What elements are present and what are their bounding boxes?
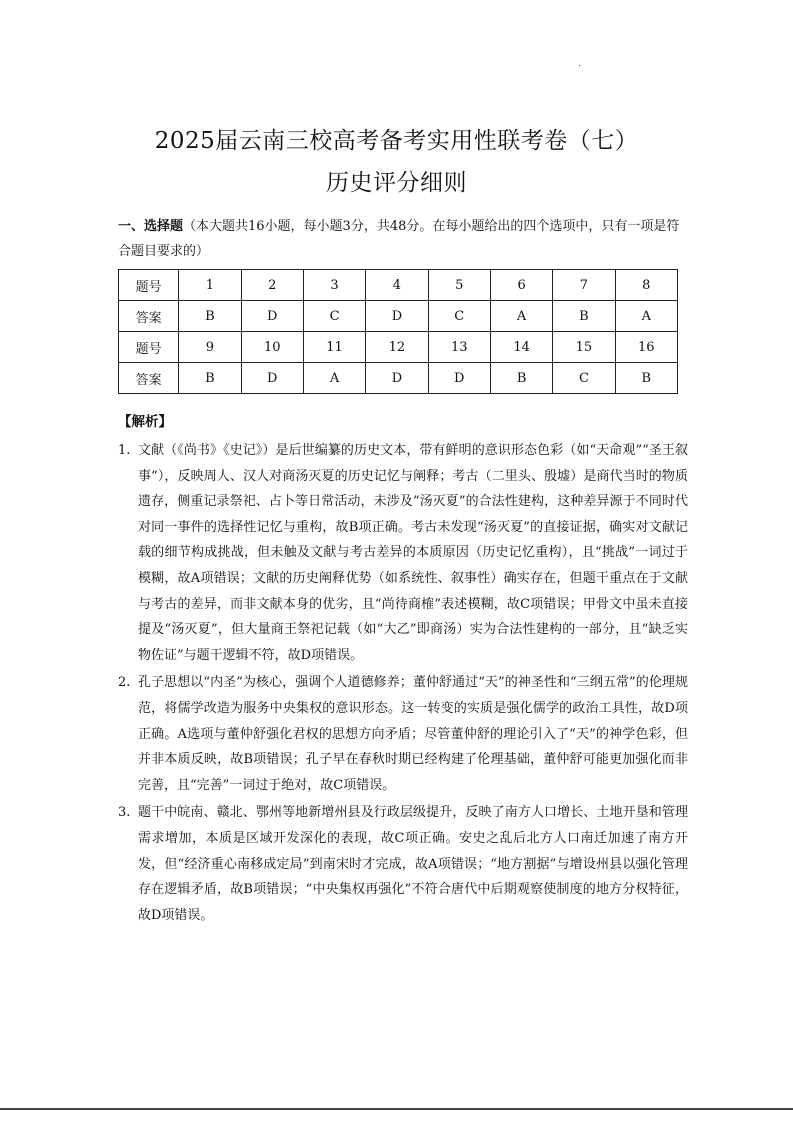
table-row bbox=[119, 332, 678, 363]
table-cell: 16 bbox=[615, 332, 677, 363]
table-row bbox=[119, 270, 678, 301]
table-cell: 11 bbox=[303, 332, 365, 363]
item-number: 1. bbox=[118, 443, 131, 458]
table-cell: 14 bbox=[490, 332, 552, 363]
item-text: 题干中皖南、赣北、鄂州等地新增州县及行政层级提升，反映了南方人口增长、土地开垦和管理需求增加，本质是区域开发深化的表现，故C项正确。安史之乱后北方人口南迁加速了南方开发，但“经济重心南移成定局”到南宋时才完成，故A项错误；“地方割据”与增设州县以强化管理存在逻辑矛盾，故B项错误；“中央集权再强化”不符合唐代中后期观察使制度的地方分权特征，故D项错误。 bbox=[138, 805, 688, 923]
analysis-heading: 【解析】 bbox=[118, 414, 172, 430]
table-cell: A bbox=[303, 363, 365, 394]
item-text: 孔子思想以“内圣”为核心，强调个人道德修养；董仲舒通过“天”的神圣性和“三纲五常”的伦理规范，将儒学改造为服务中央集权的意识形态。这一转变的实质是强化儒学的政治工具性，故D项正确。A选项与董仲舒强化君权的思想方向矛盾；尽管董仲舒的理论引入了“天”的神学色彩，但并非本质反映，故B项错误；孔子早在春秋时期已经构建了伦理基础，董仲舒可能更加强化而非完善，且“完善”一词过于绝对，故C项错误。 bbox=[138, 675, 688, 793]
table-row bbox=[119, 363, 678, 394]
item-number: 2. bbox=[118, 675, 131, 691]
table-cell-head: 题号 bbox=[119, 270, 179, 301]
section-intro bbox=[118, 214, 683, 264]
table-cell: B bbox=[553, 301, 615, 332]
table-cell: C bbox=[303, 301, 365, 332]
answer-table bbox=[118, 269, 678, 394]
table-cell: 12 bbox=[366, 332, 428, 363]
corner-mark: . bbox=[578, 58, 582, 69]
table-cell: 9 bbox=[179, 332, 241, 363]
section-description: （本大题共16小题，每小题3分，共48分。在每小题给出的四个选项中，只有一项是符合题目要求的） bbox=[118, 219, 680, 259]
table-cell: D bbox=[366, 363, 428, 394]
table-cell: B bbox=[490, 363, 552, 394]
page-subtitle: 历史评分细则 bbox=[326, 170, 467, 196]
table-cell: C bbox=[428, 301, 490, 332]
item-number: 3. bbox=[118, 805, 131, 821]
table-cell-head: 题号 bbox=[119, 332, 179, 363]
list-item bbox=[118, 800, 688, 928]
table-cell: D bbox=[366, 301, 428, 332]
table-cell: 4 bbox=[366, 270, 428, 301]
table-cell: B bbox=[615, 363, 677, 394]
table-cell: D bbox=[241, 363, 303, 394]
table-cell: 1 bbox=[179, 270, 241, 301]
table-cell: 2 bbox=[241, 270, 303, 301]
table-cell: 8 bbox=[615, 270, 677, 301]
page-title: 2025届云南三校高考备考实用性联考卷（七） bbox=[154, 128, 639, 154]
table-cell: 13 bbox=[428, 332, 490, 363]
table-cell: D bbox=[241, 301, 303, 332]
table-cell: B bbox=[179, 363, 241, 394]
analysis-list bbox=[118, 438, 688, 930]
table-row bbox=[119, 301, 678, 332]
table-cell: C bbox=[553, 363, 615, 394]
table-cell: B bbox=[179, 301, 241, 332]
item-text: 文献（《尚书》《史记》）是后世编纂的历史文本，带有鲜明的意识形态色彩（如“天命观”“圣王叙事”），反映周人、汉人对商汤灭夏的历史记忆与阐释；考古（二里头、殷墟）是商代当时的物质遗存，侧重记录祭祀、占卜等日常活动，未涉及“汤灭夏”的合法性建构，这种差异源于不同时代对同一事件的选择性记忆与重构，故B项正确。考古未发现“汤灭夏”的直接证据，确实对文献记载的细节构成挑战，但未触及文献与考古差异的本质原因（历史记忆重构），且“挑战”一词过于模糊，故A项错误；文献的历史阐释优势（如系统性、叙事性）确实存在，但题干重点在于文献与考古的差异，而非文献本身的优劣，且“尚待商榷”表述模糊，故C项错误；甲骨文中虽未直接提及“汤灭夏”，但大量商王祭祀记载（如“大乙”即商汤）实为合法性建构的一部分，且“缺乏实物佐证”与题干逻辑不符，故D项错误。 bbox=[138, 443, 688, 663]
table-cell: 5 bbox=[428, 270, 490, 301]
table-cell: D bbox=[428, 363, 490, 394]
table-cell: 7 bbox=[553, 270, 615, 301]
table-cell: A bbox=[615, 301, 677, 332]
list-item bbox=[118, 438, 688, 668]
table-cell: 15 bbox=[553, 332, 615, 363]
list-item bbox=[118, 670, 688, 798]
table-cell: 6 bbox=[490, 270, 552, 301]
table-cell: 3 bbox=[303, 270, 365, 301]
section-label: 一、选择题 bbox=[118, 219, 184, 234]
table-cell-head: 答案 bbox=[119, 363, 179, 394]
bottom-divider bbox=[0, 1108, 793, 1110]
table-cell: 10 bbox=[241, 332, 303, 363]
table-cell: A bbox=[490, 301, 552, 332]
table-cell-head: 答案 bbox=[119, 301, 179, 332]
